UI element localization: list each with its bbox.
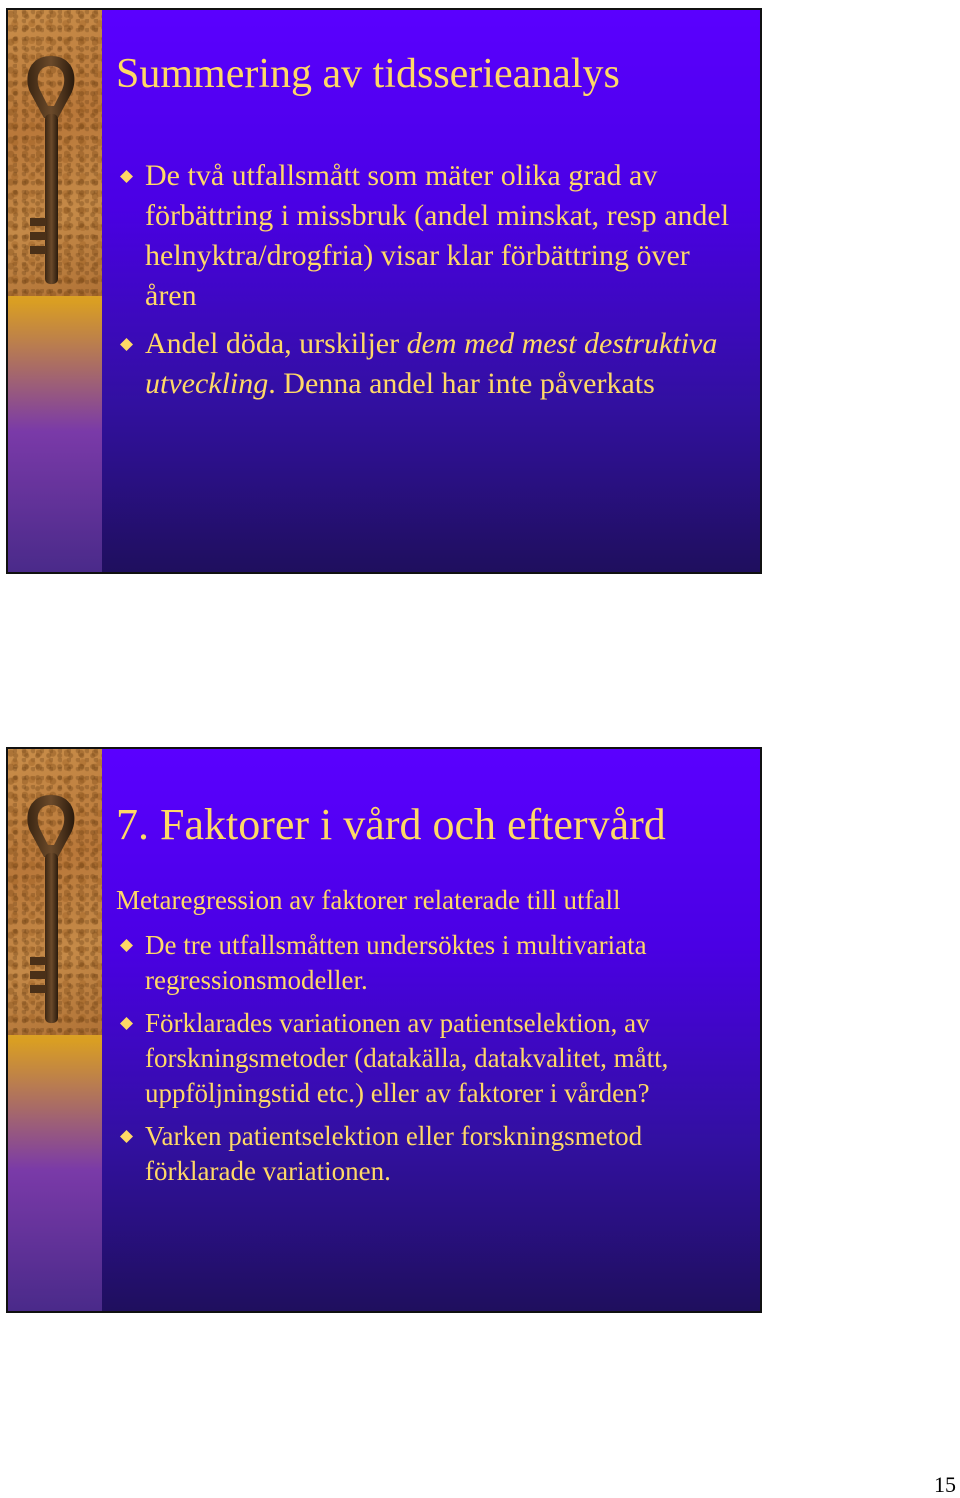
slide-1 [6,8,762,574]
slide-2-title: 7. Faktorer i vård och eftervård [116,800,666,849]
slide-1-title: Summering av tidsserieanalys [116,51,620,97]
bullet-text: Förklarades variationen av patientselektion, av forskningsmetoder (datakälla, datakvalitet, mått, uppföljningstid etc.) eller av faktorer i vården? [145,1008,669,1108]
list-item [118,1006,738,1111]
diamond-bullet-icon [120,1130,133,1143]
list-item [118,1119,738,1189]
slide-1-bullets [118,156,738,412]
bullet-text: De två utfallsmått som mäter olika grad av förbättring i missbruk (andel minskat, resp andel helnyktra/drogfria) visar klar förbättring över åren [145,159,730,312]
diamond-bullet-icon [120,170,133,183]
bullet-text: Andel döda, urskiljer [145,327,407,360]
diamond-bullet-icon [120,1017,133,1030]
list-item [118,156,738,316]
list-item [118,324,738,404]
key-icon [16,787,86,1037]
bullet-text: Varken patientselektion eller forskningsmetod förklarade variationen. [145,1121,643,1186]
bullet-text: De tre utfallsmåtten undersöktes i multivariata regressionsmodeller. [145,930,647,995]
page-number: 15 [934,1472,956,1497]
slide-2 [6,747,762,1313]
diamond-bullet-icon [120,939,133,952]
diamond-bullet-icon [120,338,133,351]
bullet-text-italic: dem med mest destruktiva utveckling [145,327,718,400]
slide-2-bullets [118,928,738,1197]
slide-2-lead: Metaregression av faktorer relaterade till utfall [116,885,621,915]
key-icon [16,48,86,298]
list-item [118,928,738,998]
bullet-text: . Denna andel har inte påverkats [268,367,655,400]
